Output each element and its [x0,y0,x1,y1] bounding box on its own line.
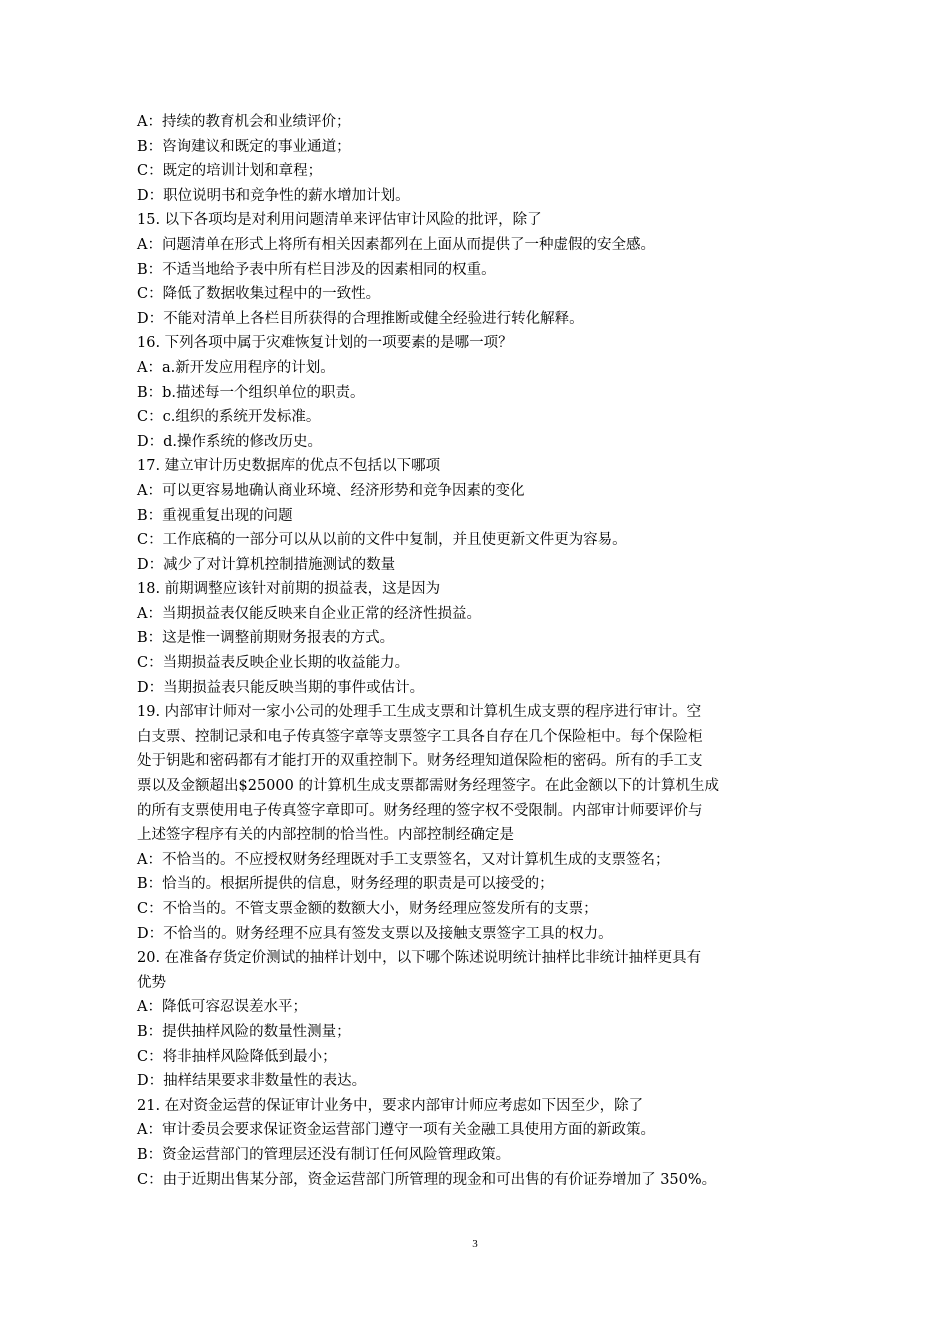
text-line: C：将非抽样风险降低到最小； [137,1048,337,1065]
text-line: 白支票、控制记录和电子传真签字章等支票签字工具各自存在几个保险柜中。每个保险柜 [137,728,703,745]
text-line: D：当期损益表只能反映当期的事件或估计。 [137,679,425,696]
text-line: D：不能对清单上各栏目所获得的合理推断或健全经验进行转化解释。 [137,310,584,327]
text-line: B：咨询建议和既定的事业通道； [137,138,351,155]
text-line: B：资金运营部门的管理层还没有制订任何风险管理政策。 [137,1146,511,1163]
text-line: A：审计委员会要求保证资金运营部门遵守一项有关金融工具使用方面的新政策。 [137,1122,655,1139]
text-line: A：问题清单在形式上将所有相关因素都列在上面从而提供了一种虚假的安全感。 [137,236,655,253]
text-line: A：a.新开发应用程序的计划。 [137,359,335,376]
text-line: A：当期损益表仅能反映来自企业正常的经济性损益。 [137,605,481,622]
text-line: A：降低可容忍误差水平； [137,999,307,1016]
text-line: 优势 [137,974,166,991]
text-line: A：持续的教育机会和业绩评价； [137,114,351,130]
question-line: 21. 在对资金运营的保证审计业务中，要求内部审计师应考虑如下因至少，除了 [137,1097,644,1114]
question-line: 16. 下列各项中属于灾难恢复计划的一项要素的是哪一项？ [137,335,513,352]
text-line: 处于钥匙和密码都有才能打开的双重控制下。财务经理知道保险柜的密码。所有的手工支 [137,753,703,770]
page-number: 3 [472,1238,478,1250]
text-line: B：不适当地给予表中所有栏目涉及的因素相同的权重。 [137,261,496,278]
question-line: 15. 以下各项均是对利用问题清单来评估审计风险的批评，除了 [137,212,542,229]
question-line: 18. 前期调整应该针对前期的损益表，这是因为 [137,581,441,598]
text-line: D：不恰当的。财务经理不应具有签发支票以及接触支票签字工具的权力。 [137,925,613,942]
text-line: C：既定的培训计划和章程； [137,163,323,180]
text-line: D：职位说明书和竞争性的薪水增加计划。 [137,187,410,204]
text-line: A：不恰当的。不应授权财务经理既对手工支票签名，又对计算机生成的支票签名； [137,851,670,868]
text-line: C：降低了数据收集过程中的一致性。 [137,286,381,303]
question-line: 20. 在准备存货定价测试的抽样计划中，以下哪个陈述说明统计抽样比非统计抽样更具有 [137,950,702,967]
text-line: 票以及金额超出$25000 的计算机生成支票都需财务经理签字。在此金额以下的计算机生成 [137,778,719,795]
text-line: B：恰当的。根据所提供的信息，财务经理的职责是可以接受的； [137,876,554,893]
text-line: D：抽样结果要求非数量性的表达。 [137,1073,367,1090]
question-line: 17. 建立审计历史数据库的优点不包括以下哪项 [137,458,441,475]
text-line: B：提供抽样风险的数量性测量； [137,1023,351,1040]
text-line: B：这是惟一调整前期财务报表的方式。 [137,630,395,647]
text-line: D：d.操作系统的修改历史。 [137,433,323,450]
text-line: B：b.描述每一个组织单位的职责。 [137,384,365,401]
text-line: C：由于近期出售某分部，资金运营部门所管理的现金和可出售的有价证券增加了 350%。 [137,1171,717,1188]
text-line: 的所有支票使用电子传真签字章即可。财务经理的签字权不受限制。内部审计师要评价与 [137,802,703,819]
text-line: C：当期损益表反映企业长期的收益能力。 [137,655,410,672]
text-line: C：不恰当的。不管支票金额的数额大小，财务经理应签发所有的支票； [137,901,598,917]
text-line: B：重视重复出现的问题 [137,507,293,524]
document-body [137,110,817,1192]
question-line: 19. 内部审计师对一家小公司的处理手工生成支票和计算机生成支票的程序进行审计。空 [137,704,702,721]
text-line: D：减少了对计算机控制措施测试的数量 [137,556,396,573]
text-line: C：c.组织的系统开发标准。 [137,409,321,426]
text-line: C：工作底稿的一部分可以从以前的文件中复制，并且使更新文件更为容易。 [137,532,627,549]
text-line: A：可以更容易地确认商业环境、经济形势和竞争因素的变化 [137,482,525,499]
text-line: 上述签字程序有关的内部控制的恰当性。内部控制经确定是 [137,827,514,844]
